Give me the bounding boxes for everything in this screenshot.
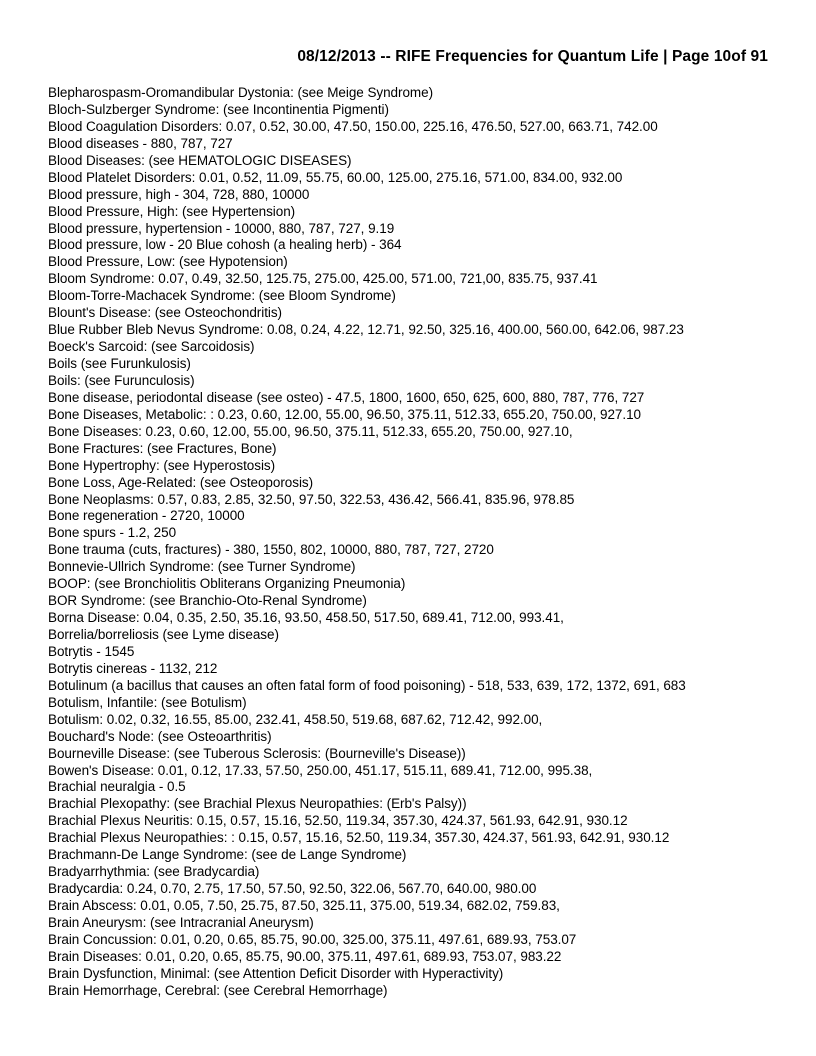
- list-item: Brain Hemorrhage, Cerebral: (see Cerebral Hemorrhage): [48, 982, 388, 998]
- list-item: Boils: (see Furunculosis): [48, 372, 195, 388]
- list-item: Brachmann-De Lange Syndrome: (see de Lange Syndrome): [48, 847, 407, 863]
- list-item: Borna Disease: 0.04, 0.35, 2.50, 35.16, 93.50, 458.50, 517.50, 689.41, 712.00, 993.41,: [48, 610, 564, 626]
- list-item: Brain Abscess: 0.01, 0.05, 7.50, 25.75, 87.50, 325.11, 375.00, 519.34, 682.02, 759.83,: [48, 898, 560, 913]
- header-total-pages: 91: [750, 48, 768, 65]
- header-page-label: Page: [671, 48, 710, 65]
- list-item: Botulism: 0.02, 0.32, 16.55, 85.00, 232.41, 458.50, 519.68, 687.62, 712.42, 992.00,: [48, 711, 543, 727]
- header-date: 08/12/2013: [297, 48, 376, 65]
- page-header: [297, 48, 768, 66]
- list-item: Blood Pressure, Low: (see Hypotension): [48, 254, 288, 270]
- list-item: Blepharospasm-Oromandibular Dystonia: (see Meige Syndrome): [48, 85, 434, 100]
- list-item: Brachial neuralgia - 0.5: [48, 779, 186, 795]
- list-item: Bone Neoplasms: 0.57, 0.83, 2.85, 32.50, 97.50, 322.53, 436.42, 566.41, 835.96, 978.85: [48, 491, 575, 507]
- list-item: BOOP: (see Bronchiolitis Obliterans Organizing Pneumonia): [48, 576, 406, 592]
- list-item: Blood Pressure, High: (see Hypertension): [48, 203, 296, 219]
- header-divider: |: [663, 48, 668, 65]
- list-item: Brachial Plexus Neuritis: 0.15, 0.57, 15.16, 52.50, 119.34, 357.30, 424.37, 561.93, 642.91, 930.12: [48, 813, 628, 829]
- list-item: Blood Coagulation Disorders: 0.07, 0.52, 30.00, 47.50, 150.00, 225.16, 476.50, 527.00, 663.71, 742.00: [48, 118, 658, 134]
- list-item: Blue Rubber Bleb Nevus Syndrome: 0.08, 0.24, 4.22, 12.71, 92.50, 325.16, 400.00, 560.00, 642.06, 987.23: [48, 322, 684, 338]
- list-item: Bone regeneration - 2720, 10000: [48, 508, 245, 524]
- list-item: Blood pressure, hypertension - 10000, 880, 787, 727, 9.19: [48, 220, 395, 236]
- list-item: Bouchard's Node: (see Osteoarthritis): [48, 728, 272, 744]
- header-separator: --: [380, 48, 391, 65]
- header-of-label: of: [731, 48, 747, 65]
- list-item: Brain Dysfunction, Minimal: (see Attention Deficit Disorder with Hyperactivity): [48, 965, 504, 981]
- list-item: Blount's Disease: (see Osteochondritis): [48, 305, 282, 321]
- list-item: Bone Loss, Age-Related: (see Osteoporosis): [48, 474, 314, 490]
- list-item: Brachial Plexopathy: (see Brachial Plexus Neuropathies: (Erb's Palsy)): [48, 796, 467, 812]
- list-item: Boeck's Sarcoid: (see Sarcoidosis): [48, 339, 255, 355]
- list-item: Blood diseases - 880, 787, 727: [48, 135, 233, 151]
- list-item: Bradyarrhythmia: (see Bradycardia): [48, 864, 260, 880]
- list-item: Bone Hypertrophy: (see Hyperostosis): [48, 457, 276, 473]
- list-item: Brachial Plexus Neuropathies: : 0.15, 0.57, 15.16, 52.50, 119.34, 357.30, 424.37, 561.93, 642.91, 930.12: [48, 830, 670, 846]
- list-item: Blood Platelet Disorders: 0.01, 0.52, 11.09, 55.75, 60.00, 125.00, 275.16, 571.00, 834.00, 932.00: [48, 169, 623, 185]
- list-item: Bourneville Disease: (see Tuberous Sclerosis: (Bourneville's Disease)): [48, 745, 466, 761]
- list-item: Blood Diseases: (see HEMATOLOGIC DISEASES): [48, 152, 352, 168]
- list-item: Brain Diseases: 0.01, 0.20, 0.65, 85.75, 90.00, 375.11, 497.61, 689.93, 753.07, 983.22: [48, 948, 562, 964]
- list-item: BOR Syndrome: (see Branchio-Oto-Renal Syndrome): [48, 593, 367, 609]
- list-item: Bone Diseases, Metabolic: : 0.23, 0.60, 12.00, 55.00, 96.50, 375.11, 512.33, 655.20, 750.00, 927.10: [48, 406, 641, 422]
- list-item: Brain Aneurysm: (see Intracranial Aneurysm): [48, 914, 314, 930]
- list-item: Bloom-Torre-Machacek Syndrome: (see Bloom Syndrome): [48, 288, 396, 304]
- list-item: Bone Diseases: 0.23, 0.60, 12.00, 55.00, 96.50, 375.11, 512.33, 655.20, 750.00, 927.10,: [48, 423, 573, 439]
- list-item: Bone Fractures: (see Fractures, Bone): [48, 440, 277, 456]
- list-item: Borrelia/borreliosis (see Lyme disease): [48, 627, 279, 642]
- list-item: Bloom Syndrome: 0.07, 0.49, 32.50, 125.75, 275.00, 425.00, 571.00, 721,00, 835.75, 937.41: [48, 271, 598, 287]
- list-item: Botrytis cinereas - 1132, 212: [48, 660, 218, 676]
- header-page-number: 10: [713, 48, 732, 65]
- list-item: Brain Concussion: 0.01, 0.20, 0.65, 85.75, 90.00, 325.00, 375.11, 497.61, 689.93, 753.07: [48, 931, 577, 947]
- list-item: Blood pressure, low - 20 Blue cohosh (a healing herb) - 364: [48, 237, 402, 253]
- header-title: RIFE Frequencies for Quantum Life: [395, 48, 659, 65]
- list-item: Bowen's Disease: 0.01, 0.12, 17.33, 57.50, 250.00, 451.17, 515.11, 689.41, 712.00, 995.38,: [48, 762, 593, 778]
- list-item: Bloch-Sulzberger Syndrome: (see Incontinentia Pigmenti): [48, 101, 389, 117]
- list-item: Botulism, Infantile: (see Botulism): [48, 694, 247, 710]
- list-item: Botulinum (a bacillus that causes an often fatal form of food poisoning) - 518, 533, 639, 172, 1372, 691, 683: [48, 677, 686, 693]
- list-item: Blood pressure, high - 304, 728, 880, 10000: [48, 186, 310, 202]
- list-item: Bradycardia: 0.24, 0.70, 2.75, 17.50, 57.50, 92.50, 322.06, 567.70, 640.00, 980.00: [48, 881, 537, 897]
- entry-list: [48, 85, 788, 1000]
- list-item: Boils (see Furunkulosis): [48, 356, 191, 371]
- list-item: Bone disease, periodontal disease (see osteo) - 47.5, 1800, 1600, 650, 625, 600, 880, 787, 776, 727: [48, 389, 645, 405]
- list-item: Bonnevie-Ullrich Syndrome: (see Turner Syndrome): [48, 559, 356, 575]
- list-item: Bone spurs - 1.2, 250: [48, 525, 177, 541]
- list-item: Bone trauma (cuts, fractures) - 380, 1550, 802, 10000, 880, 787, 727, 2720: [48, 542, 494, 558]
- list-item: Botrytis - 1545: [48, 643, 135, 659]
